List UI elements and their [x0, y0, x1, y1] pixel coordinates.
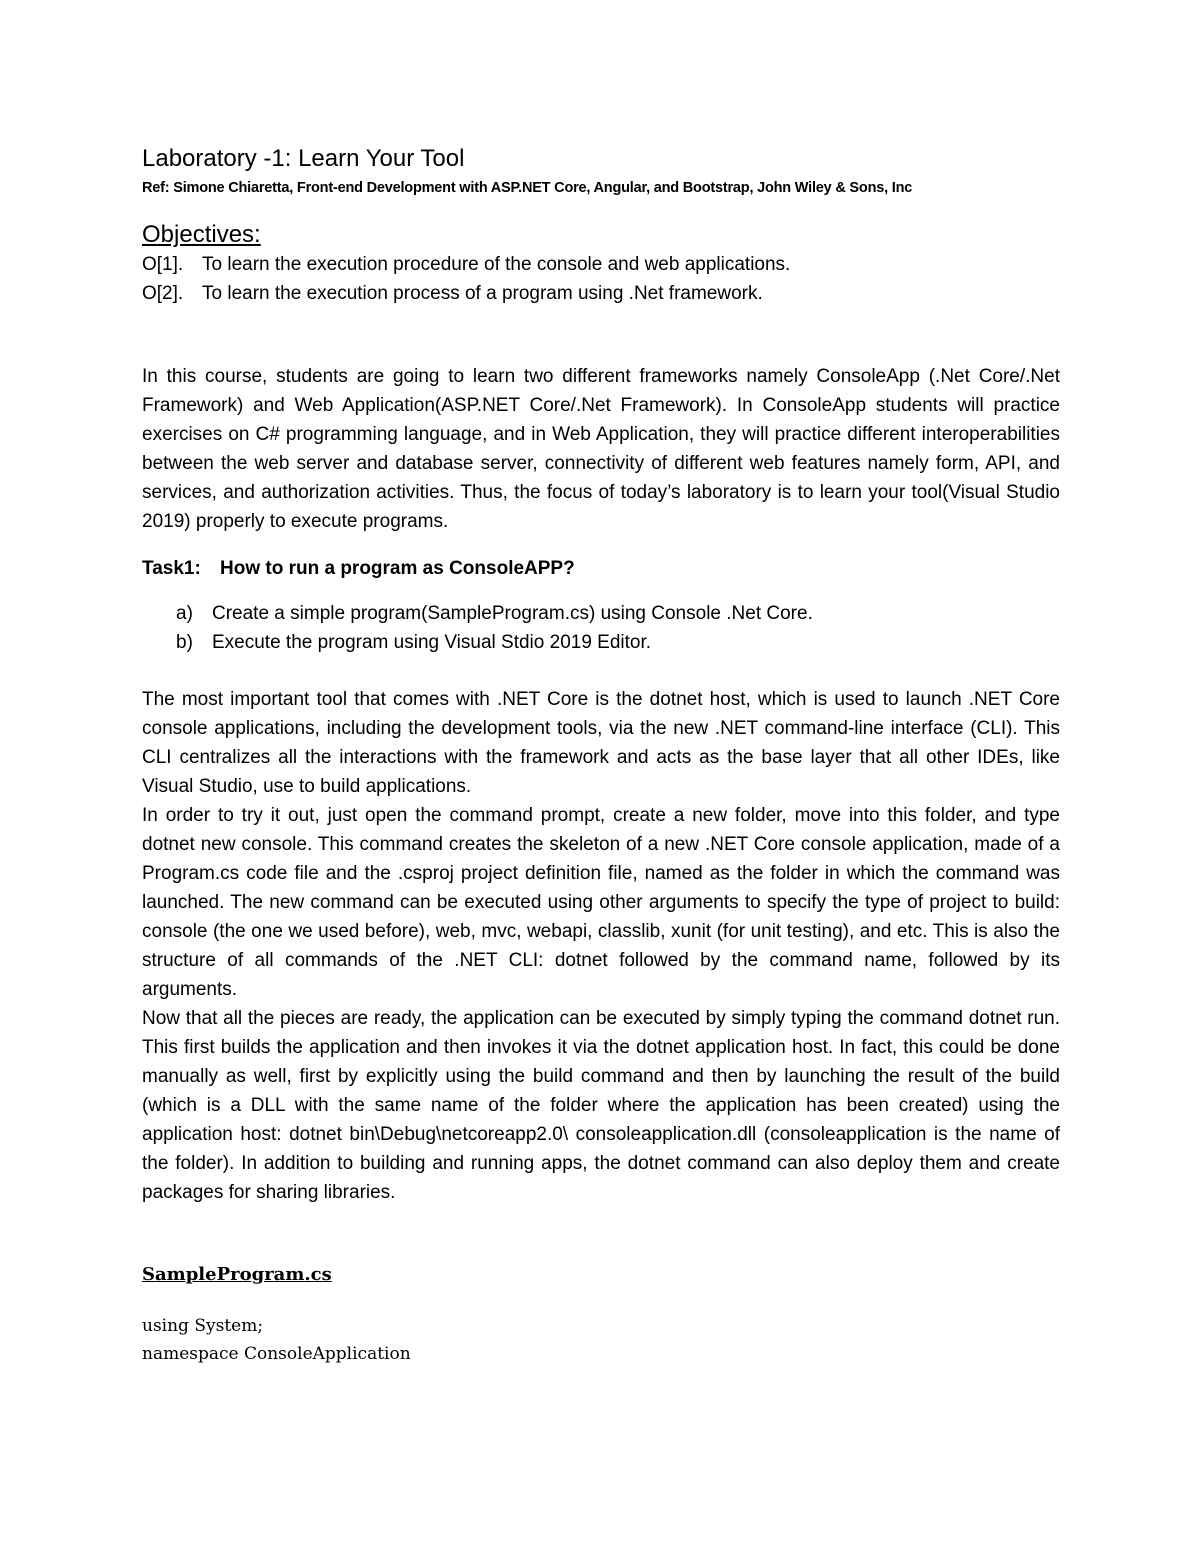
- body-paragraph: Now that all the pieces are ready, the application can be executed by simply typing the command dotnet run. This first builds the application and then invokes it via the dotnet application host. In fact, this could be done manually as well, first by explicitly using the build command and then by launching the result of the build (which is a DLL with the same name of the folder where the application has been created) using the application host: dotnet bin\Debug\netcoreapp2.0\ consoleapplication.dll (consoleapplication is the name of the folder). In addition to building and running apps, the dotnet command can also deploy them and create packages for sharing libraries.: [142, 1008, 1060, 1203]
- task1-steps: [142, 599, 1060, 657]
- task1-title: How to run a program as ConsoleAPP?: [220, 558, 575, 579]
- body-text-block: [142, 685, 1060, 1207]
- code-file-heading: SampleProgram.cs: [142, 1264, 332, 1285]
- intro-paragraph: In this course, students are going to learn two different frameworks namely ConsoleApp (.Net Core/.Net Framework) and Web Application(ASP.NET Core/.Net Framework). In ConsoleApp students will practice exercises on C# programming language, and in Web Application, they will practice different interoperabilities between the web server and database server, connectivity of different web features namely form, API, and services, and authorization activities. Thus, the focus of today’s laboratory is to learn your tool(Visual Studio 2019) properly to execute programs.: [142, 366, 1060, 532]
- document-title: Laboratory -1: Learn Your Tool: [142, 145, 465, 172]
- task-step: [142, 628, 1060, 657]
- document-content: [142, 144, 1060, 1368]
- code-line: namespace ConsoleApplication: [142, 1344, 411, 1364]
- objective-text: To learn the execution process of a program using .Net framework.: [202, 283, 763, 304]
- objectives-list: [142, 250, 1060, 308]
- code-line: using System;: [142, 1316, 264, 1336]
- body-paragraph: In order to try it out, just open the command prompt, create a new folder, move into this folder, and type dotnet new console. This command creates the skeleton of a new .NET Core console application, made of a Program.cs code file and the .csproj project definition file, named as the folder in which the command was launched. The new command can be executed using other arguments to specify the type of project to build: console (the one we used before), web, mvc, webapi, classlib, xunit (for unit testing), and etc. This is also the structure of all commands of the .NET CLI: dotnet followed by the command name, followed by its arguments.: [142, 805, 1060, 1000]
- task-step-text: Create a simple program(SampleProgram.cs) using Console .Net Core.: [212, 603, 813, 624]
- objective-text: To learn the execution procedure of the console and web applications.: [202, 254, 791, 275]
- objectives-heading: Objectives:: [142, 221, 261, 248]
- objective-number: O[1].: [142, 254, 184, 275]
- objective-item: [142, 279, 1060, 308]
- task-step-marker: a): [176, 603, 193, 624]
- task-step-text: Execute the program using Visual Stdio 2019 Editor.: [212, 632, 652, 653]
- body-paragraph: The most important tool that comes with .NET Core is the dotnet host, which is used to launch .NET Core console applications, including the development tools, via the new .NET command-line interface (CLI). This CLI centralizes all the interactions with the framework and acts as the base layer that all other IDEs, like Visual Studio, use to build applications.: [142, 689, 1060, 797]
- task1-label: Task1:: [142, 558, 201, 579]
- code-listing: [142, 1312, 1060, 1368]
- task1-heading: [142, 554, 1060, 583]
- reference-line: Ref: Simone Chiaretta, Front-end Development with ASP.NET Core, Angular, and Bootstrap, John Wiley & Sons, Inc: [142, 180, 913, 196]
- objective-number: O[2].: [142, 283, 184, 304]
- objective-item: [142, 250, 1060, 279]
- task-step: [142, 599, 1060, 628]
- task-step-marker: b): [176, 632, 193, 653]
